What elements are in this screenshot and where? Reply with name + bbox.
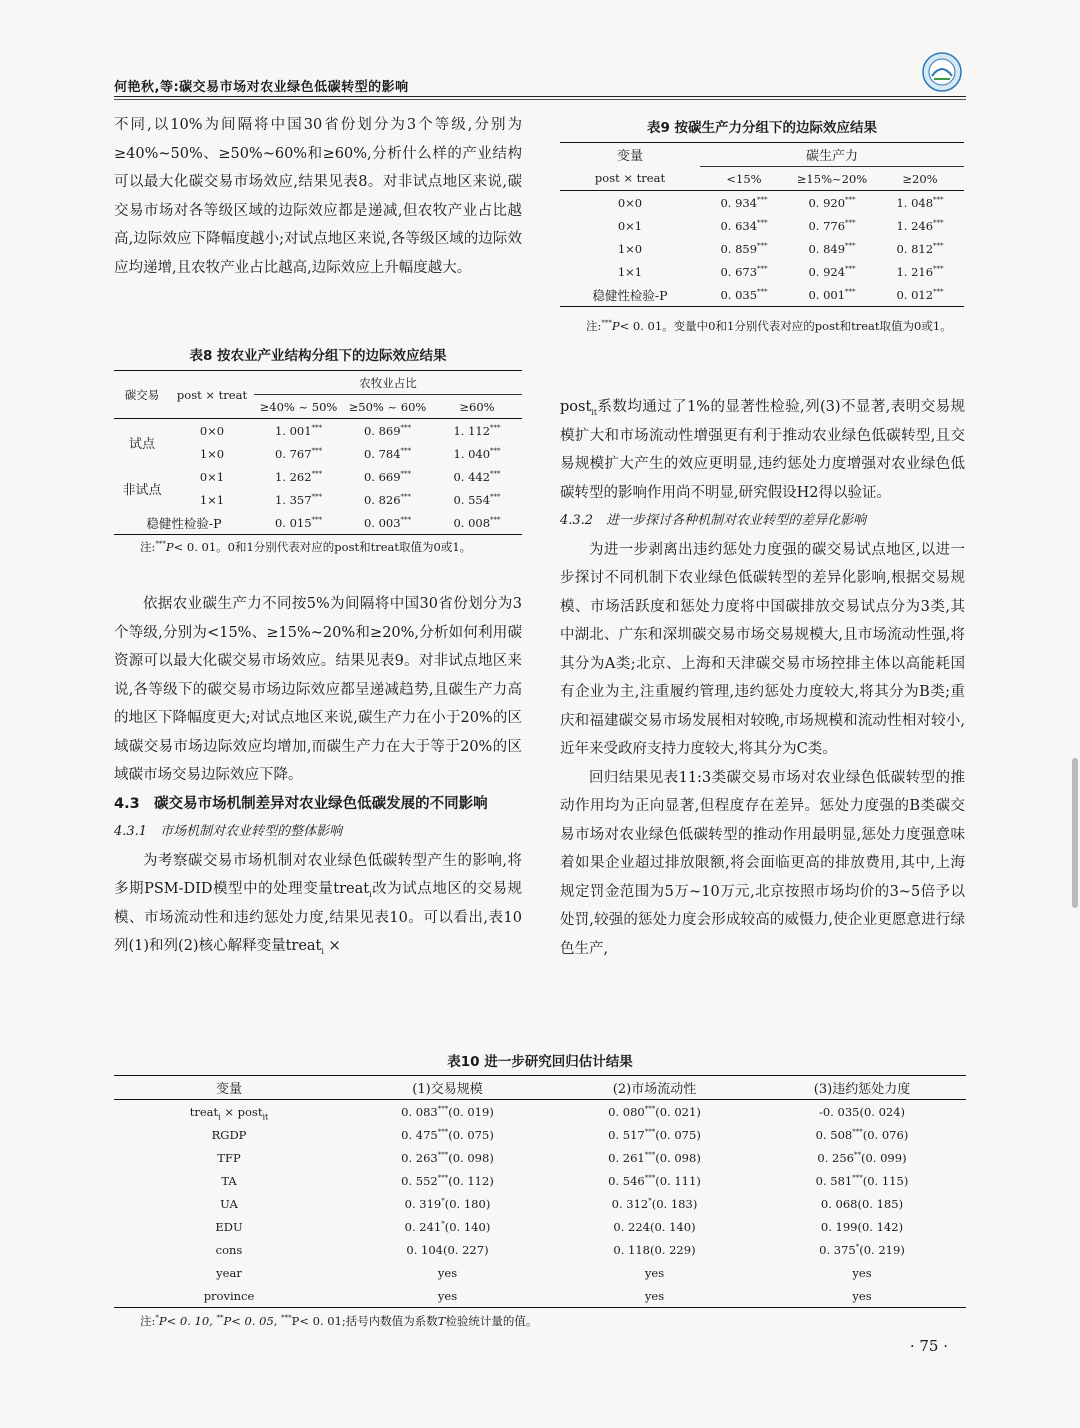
table10-cell: 0. 083***(0. 019) (401, 1104, 494, 1119)
body-paragraph: 依据农业碳生产力不同按5%为间隔将中国30省份划分为3个等级,分别为<15%、≥15%~20%和≥20%,分析如何利用碳资源可以最大化碳交易市场效应。结果见表9。对非试点地区来说,各等级下的碳交易市场边际效应都呈递减趋势,且碳生产力高的地区下降幅度更大;对试点地区来说,碳生产力在小于20%的区域碳交易市场边际效应均增加,而碳生产力在大于等于20%的区域碳市场交易边际效应下降。 (114, 596, 522, 783)
table-row (114, 1192, 966, 1215)
table8-group-pilot: 试点 (128, 436, 155, 452)
table10-cell: 0. 261***(0. 098) (608, 1150, 701, 1165)
table8-robust-label: 稳健性检验-P (146, 515, 222, 531)
table10-row-label: cons (215, 1242, 243, 1257)
table8-cell: 1. 001*** (274, 423, 323, 438)
table8-cell: 0. 826*** (363, 492, 412, 507)
running-header: 何艳秋,等:碳交易市场对农业绿色低碳转型的影响 (114, 80, 409, 95)
header-rule-thin (114, 99, 966, 100)
table10-cell: 0. 199(0. 142) (820, 1219, 904, 1234)
table9-cell: 0. 920*** (808, 195, 856, 210)
table8-header-pt: post × treat (170, 371, 254, 419)
table10-cell: 0. 475***(0. 075) (401, 1127, 494, 1142)
table9-cell: 0. 849*** (808, 241, 856, 256)
table-row (560, 260, 964, 283)
table9-col-header: <15% (726, 171, 762, 186)
table-row (114, 1100, 966, 1124)
table9-cell: 0. 934*** (720, 195, 768, 210)
table10-cell: 0. 581***(0. 115) (815, 1173, 909, 1188)
table10-cell: yes (437, 1265, 458, 1280)
table10-cell: 0. 256**(0. 099) (817, 1150, 907, 1165)
table10-header-var: 变量 (215, 1082, 242, 1097)
section-heading-4-3-1: 4.3.1 市场机制对农业转型的整体影响 (114, 824, 343, 839)
table8-cell: 1. 357*** (274, 492, 323, 507)
table8-cell: 0. 003*** (363, 515, 412, 530)
table10-cell: 0. 068(0. 185) (820, 1196, 904, 1211)
table9 (560, 142, 964, 307)
table10-row-label: TFP (217, 1150, 241, 1165)
table10-cell: yes (852, 1265, 872, 1280)
table-row (560, 237, 964, 260)
table-row (114, 511, 522, 535)
table9-col-header: ≥20% (902, 171, 938, 186)
table8-cell: 0. 008*** (453, 515, 501, 530)
section-heading-4-3-2: 4.3.2 进一步探讨各种机制对农业转型的差异化影响 (560, 513, 867, 528)
table8-cell: 1. 262*** (274, 469, 323, 484)
table8-header-share: 农牧业占比 (254, 371, 522, 395)
table8-cell: 0×0 (199, 423, 225, 438)
table10-cell: 0. 241*(0. 140) (404, 1219, 491, 1234)
table10-title: 表10 进一步研究回归估计结果 (447, 1054, 633, 1070)
table8-col-header: ≥40% ~ 50% (259, 399, 338, 414)
table9-cell: 0×0 (617, 195, 643, 210)
table-row (114, 465, 522, 488)
table8-cell: 0. 767*** (274, 446, 323, 461)
table9-cell: 1×0 (617, 241, 643, 256)
table-row (114, 1261, 966, 1284)
table8-cell: 1×1 (199, 492, 225, 507)
body-paragraph: 为考察碳交易市场机制对农业绿色低碳转型产生的影响,将多期PSM-DID模型中的处理变量treat$_i$改为试点地区的交易规模、市场流动性和违约惩处力度,结果见表10。可以看出,表10列(1)和列(2)核心解释变量treat$_i$ × (114, 852, 522, 956)
table-row (114, 1238, 966, 1261)
table8-cell: 0×1 (199, 469, 225, 484)
table-row (114, 1146, 966, 1169)
table-row (560, 214, 964, 237)
body-paragraph: 回归结果见表11:3类碳交易市场对农业绿色低碳转型的推动作用均为正向显著,但程度存在差异。惩处力度强的B类碳交易市场对农业绿色低碳转型的推动作用最明显,惩处力度强意味着如果企业超过排放限额,将会面临更高的排放费用,其中,上海规定罚金范围为5万~10万元,北京按照市场均价的3~5倍予以处罚,较强的惩处力度会形成较高的威慑力,使企业更愿意进行绿色生产, (560, 769, 965, 957)
table10-cell: 0. 118(0. 229) (613, 1242, 696, 1257)
table10 (114, 1075, 966, 1308)
table9-cell: 0. 673*** (720, 264, 768, 279)
table9-cell: 0. 634*** (720, 218, 768, 233)
table9-robust-label: 稳健性检验-P (592, 287, 668, 303)
table-row (560, 191, 964, 215)
table10-cell: 0. 375*(0. 219) (819, 1242, 905, 1257)
table9-cell: 1. 246*** (896, 218, 944, 233)
table10-cell: yes (437, 1288, 458, 1303)
table10-row-label: year (216, 1265, 242, 1280)
table10-col-header: (2)市场流动性 (612, 1082, 697, 1097)
table-row (114, 1169, 966, 1192)
table8-cell: 0. 869*** (363, 423, 412, 438)
section-heading-4-3: 4.3 碳交易市场机制差异对农业绿色低碳发展的不同影响 (114, 795, 488, 812)
table8-title: 表8 按农业产业结构分组下的边际效应结果 (189, 348, 447, 364)
page-number: · 75 · (909, 1337, 948, 1355)
table10-cell: 0. 319*(0. 180) (404, 1196, 491, 1211)
header-rule (114, 96, 966, 97)
right-column (560, 393, 965, 963)
table9-cell: 0. 012*** (896, 287, 944, 302)
table10-cell: yes (852, 1288, 872, 1303)
table10-cell: 0. 263***(0. 098) (401, 1150, 494, 1165)
table8-cell: 1. 040*** (453, 446, 501, 461)
table9-cell: 1×1 (617, 264, 643, 279)
table9-cell: 1. 048*** (896, 195, 944, 210)
table9-title: 表9 按碳生产力分组下的边际效应结果 (646, 120, 878, 136)
table10-cell: 0. 546***(0. 111) (608, 1173, 701, 1188)
table9-col-header: ≥15%~20% (796, 171, 868, 186)
table8-note: 注:***P< 0. 01。0和1分别代表对应的post和treat取值为0或1。 (140, 540, 472, 554)
table9-cell: 0. 812*** (896, 241, 944, 256)
table10-note: 注:*P< 0. 10, **P< 0. 05, ***P< 0. 01;括号内数值为系数T检验统计量的值。 (140, 1314, 538, 1328)
table10-row-label: RGDP (211, 1127, 247, 1142)
table-row (114, 1215, 966, 1238)
table10-row-label: EDU (215, 1219, 243, 1234)
body-paragraph: post$_{it}$系数均通过了1%的显著性检验,列(3)不显著,表明交易规模扩大和市场流动性增强更有利于推动农业绿色低碳转型,且交易规模扩大产生的效应更明显,违约惩处力度增强对农业绿色低碳转型的影响作用尚不明显,研究假设H2得以验证。 (560, 399, 965, 501)
table-row (114, 1123, 966, 1146)
table9-note: 注:***P< 0. 01。变量中0和1分别代表对应的post和treat取值为0或1。 (586, 319, 952, 333)
table10-cell: -0. 035(0. 024) (818, 1104, 906, 1119)
table8-cell: 0. 442*** (453, 469, 501, 484)
table9-cell: 0. 001*** (808, 287, 856, 302)
table10-cell: 0. 104(0. 227) (406, 1242, 489, 1257)
table10-row-label: TA (221, 1173, 237, 1188)
body-paragraph: 不同,以10%为间隔将中国30省份划分为3个等级,分别为≥40%~50%、≥50%~60%和≥60%,分析什么样的产业结构可以最大化碳交易市场效应,结果见表8。对非试点地区来说,碳交易市场对各等级区域的边际效应都是递减,但农牧产业占比越高,边际效应下降幅度越小;对试点地区来说,各等级区域的边际效应均递增,且农牧产业占比越高,边际效应上升幅度越大。 (114, 117, 522, 276)
table8-cell: 1×0 (199, 446, 225, 461)
table8-cell: 0. 554*** (453, 492, 501, 507)
table10-col-header: (3)违约惩处力度 (813, 1082, 911, 1097)
table9-header-var: 变量 (616, 149, 643, 165)
table8-cell: 0. 784*** (363, 446, 412, 461)
table9-header-pt: post × treat (594, 171, 666, 186)
table10-cell: 0. 508***(0. 076) (815, 1127, 909, 1142)
table10-cell: yes (644, 1265, 665, 1280)
table10-cell: 0. 517***(0. 075) (608, 1127, 701, 1142)
table9-cell: 1. 216*** (896, 264, 944, 279)
table-row (114, 488, 522, 511)
table8-col-header: ≥50% ~ 60% (348, 399, 427, 414)
table9-cell: 0. 776*** (808, 218, 856, 233)
left-column-mid (114, 590, 522, 961)
table9-header-cp: 碳生产力 (700, 143, 964, 167)
table10-cell: 0. 312*(0. 183) (611, 1196, 698, 1211)
table8-col-header: ≥60% (459, 399, 495, 414)
table9-cell: 0. 924*** (808, 264, 856, 279)
table10-row-label: province (203, 1288, 255, 1303)
table10-cell: yes (644, 1288, 665, 1303)
table8-cell: 1. 112*** (453, 423, 501, 438)
table8-header-group: 碳交易 (114, 371, 170, 419)
table8 (114, 370, 522, 535)
table-row (114, 1284, 966, 1308)
table10-cell: 0. 080***(0. 021) (608, 1104, 701, 1119)
scrollbar[interactable] (1072, 758, 1078, 908)
table10-col-header: (1)交易规模 (412, 1082, 483, 1097)
table-row (114, 442, 522, 465)
table8-cell: 0. 015*** (274, 515, 323, 530)
table9-cell: 0. 859*** (720, 241, 768, 256)
table10-cell: 0. 552***(0. 112) (401, 1173, 494, 1188)
left-column-top (114, 111, 522, 282)
table-row (560, 283, 964, 307)
table9-cell: 0×1 (617, 218, 643, 233)
table10-row-label: UA (220, 1196, 238, 1211)
table8-group-nonpilot: 非试点 (122, 482, 162, 498)
table-row (114, 419, 522, 443)
table10-cell: 0. 224(0. 140) (613, 1219, 696, 1234)
table9-cell: 0. 035*** (720, 287, 768, 302)
journal-emblem-icon (922, 52, 962, 92)
table8-cell: 0. 669*** (363, 469, 412, 484)
table10-row-label: treat$_i$ × post$_{it}$ (189, 1104, 269, 1121)
body-paragraph: 为进一步剥离出违约惩处力度强的碳交易试点地区,以进一步探讨不同机制下农业绿色低碳转型的差异化影响,根据交易规模、市场活跃度和惩处力度将中国碳排放交易试点分为3类,其中湖北、广东和深圳碳交易市场交易规模大,且市场流动性强,将其分为A类;北京、上海和天津碳交易市场控排主体以高能耗国有企业为主,注重履约管理,违约惩处力度较大,将其分为B类;重庆和福建碳交易市场发展相对较晚,市场规模和流动性相对较小,近年来受政府支持力度较大,将其分为C类。 (560, 541, 965, 757)
